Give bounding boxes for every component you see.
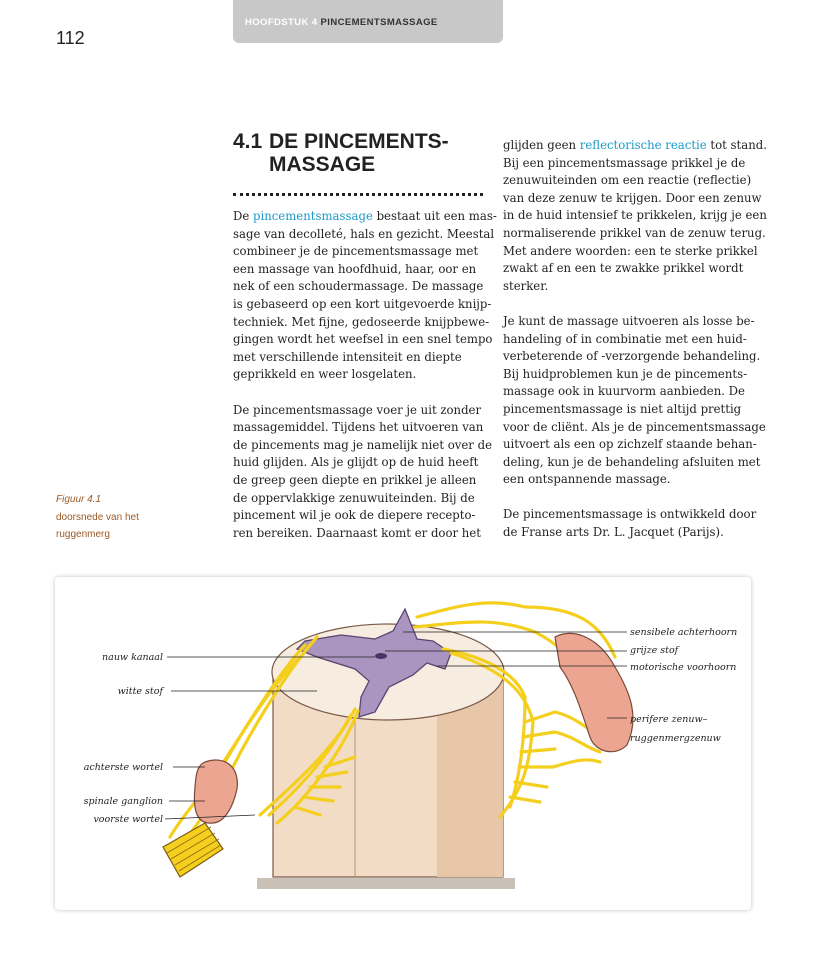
figure-caption	[56, 491, 139, 544]
label-spinale-ganglion: spinale ganglion	[83, 796, 163, 807]
text-line: techniek. Met fijne, gedoseerde knijpbewe-	[233, 314, 490, 329]
text-line: De	[233, 209, 254, 223]
text-line: uitvoert als een op zichzelf staande behan-	[503, 437, 757, 452]
caption-line: ruggenmerg	[56, 529, 110, 540]
label-nauw-kanaal: nauw kanaal	[102, 652, 163, 663]
text-line: zenuwuiteinden om een reactie (reflectie)	[503, 173, 752, 188]
caption-line: doorsnede van het	[56, 511, 139, 523]
text-line: zwakt af en een te zwakke prikkel wordt	[503, 261, 744, 276]
term-pincementsmassage: pincementsmassage	[253, 209, 373, 223]
chapter-prefix: HOOFDSTUK 4	[245, 17, 318, 28]
text-line: De pincementsmassage is ontwikkeld door	[503, 507, 757, 522]
paragraph	[503, 506, 758, 541]
paragraph	[503, 313, 766, 489]
text-line: huid glijden. Als je glijdt op de huid heeft	[233, 455, 479, 470]
text-line: Bij huidproblemen kun je de pincements-	[503, 366, 748, 381]
text-line: verbeterende of -verzorgende behandeling.	[503, 349, 761, 364]
label-grijze-stof: grijze stof	[630, 645, 679, 656]
text-line: massage ook in kuurvorm aanbieden. De	[503, 384, 745, 399]
chapter-tab	[233, 0, 503, 43]
paragraph	[233, 208, 497, 384]
paragraph	[503, 137, 767, 295]
text-line: Bij een pincementsmassage prikkel je de	[503, 155, 746, 170]
label-witte-stof: witte stof	[117, 686, 163, 697]
label-ruggenmergzenuw: ruggenmergzenuw	[630, 733, 721, 744]
text-line: sterker.	[503, 278, 549, 293]
label-perifere-zenuw: perifere zenuw–	[630, 714, 708, 725]
text-line: De pincementsmassage voer je uit zonder	[233, 402, 482, 417]
label-motorische-voorhoorn: motorische voorhoorn	[630, 662, 737, 673]
text-line: handeling of in combinatie met een huid-	[503, 331, 747, 346]
text-line: glijden geen	[503, 138, 580, 152]
section-title	[233, 130, 483, 176]
text-line: nek of een schoudermassage. De massage	[233, 279, 484, 294]
text-line: van deze zenuw te krijgen. Door een zenuw	[503, 190, 762, 205]
text-line: combineer je de pincementsmassage met	[233, 244, 479, 259]
chapter-title: PINCEMENTSMASSAGE	[320, 17, 438, 28]
spinal-ganglion	[194, 760, 237, 823]
text-line: massagemiddel. Tijdens het uitvoeren van	[233, 420, 484, 435]
text-line: in de huid intensief te prikkelen, krijg je een	[503, 208, 767, 223]
text-line: pincement wil je ook de diepere recepto-	[233, 508, 476, 523]
spinal-cord-illustration	[55, 577, 751, 910]
text-line: Je kunt de massage uitvoeren als losse be-	[503, 313, 755, 328]
text-line: gingen wordt het weefsel in een snel tempo	[233, 332, 493, 347]
text-line: bestaat uit een mas-	[372, 209, 497, 223]
page-number: 112	[56, 28, 85, 48]
base-plate	[257, 878, 515, 889]
central-canal	[375, 653, 387, 659]
text-column-right	[503, 137, 767, 559]
dotted-divider	[233, 193, 483, 196]
text-line: de Franse arts Dr. L. Jacquet (Parijs).	[503, 525, 724, 540]
section-title-line2: MASSAGE	[269, 153, 376, 176]
text-line: tot stand.	[706, 138, 767, 152]
figure-number: Figuur 4.1	[56, 494, 102, 505]
text-line: ren bereiken. Daarnaast komt er door het	[233, 525, 481, 540]
text-line: normaliserende prikkel van de zenuw terug.	[503, 225, 766, 240]
label-achterste-wortel: achterste wortel	[83, 762, 163, 773]
label-voorste-wortel: voorste wortel	[93, 814, 163, 825]
text-column-left	[233, 208, 497, 560]
text-line: een massage van hoofdhuid, haar, oor en	[233, 261, 477, 276]
text-line: de greep geen diepte en prikkel je alleen	[233, 472, 477, 487]
label-sensibele-achterhoorn: sensibele achterhoorn	[630, 627, 738, 638]
text-line: de pincements mag je namelijk niet over de	[233, 437, 493, 452]
text-line: deling, kun je de behandeling afsluiten met	[503, 454, 761, 469]
text-line: een ontspannende massage.	[503, 472, 671, 487]
text-line: met verschillende intensiteit en diepte	[233, 349, 462, 364]
text-line: voor de cliënt. Als je de pincementsmassage	[503, 419, 766, 434]
section-title-line1: DE PINCEMENTS-	[269, 130, 449, 153]
text-line: geprikkeld en weer losgelaten.	[233, 367, 417, 382]
text-line: sage van decolleté, hals en gezicht. Meestal	[233, 226, 495, 241]
term-reflectorische-reactie: reflectorische reactie	[579, 138, 707, 152]
paragraph	[233, 402, 493, 543]
section-number: 4.1	[233, 130, 263, 153]
text-line: pincementsmassage is niet altijd prettig	[503, 401, 742, 416]
text-line: Met andere woorden: een te sterke prikkel	[503, 243, 758, 258]
text-line: de oppervlakkige zenuwuiteinden. Bij de	[233, 490, 475, 505]
figure-spinal-cord	[55, 577, 751, 910]
text-line: is gebaseerd op een kort uitgevoerde knijp-	[233, 296, 492, 311]
